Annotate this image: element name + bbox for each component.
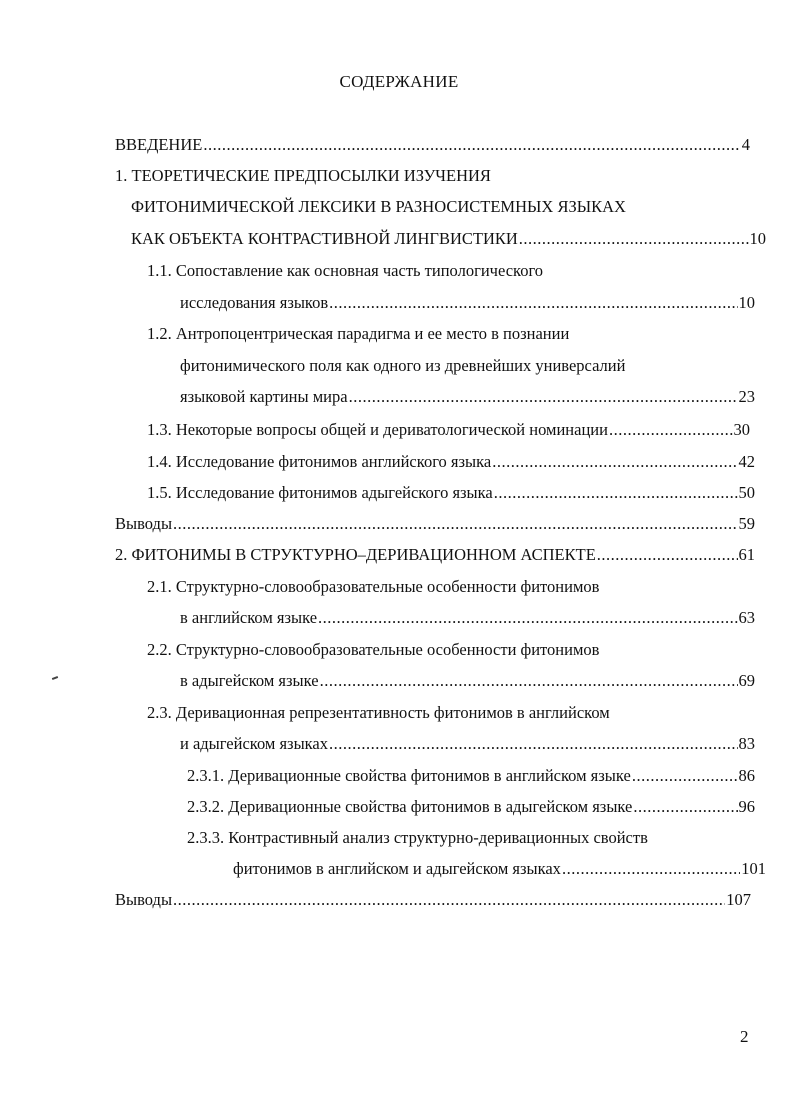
toc-page-number: 61 (738, 545, 755, 564)
dot-leader (632, 765, 738, 787)
toc-section-2-3-2[interactable] (187, 796, 755, 818)
dot-leader (562, 858, 740, 880)
toc-section-1-4[interactable] (147, 451, 755, 473)
toc-entry-introduction[interactable] (115, 134, 750, 156)
dot-leader (609, 419, 733, 441)
toc-entry-title: Выводы (115, 514, 173, 533)
dot-leader (329, 733, 737, 755)
toc-page-number: 83 (738, 734, 755, 753)
dot-leader (492, 451, 737, 473)
toc-section-2-1-line-2[interactable] (180, 607, 755, 629)
toc-entry-title: исследования языков (180, 293, 329, 312)
dot-leader (494, 482, 738, 504)
toc-entry-title: и адыгейском языках (180, 734, 329, 753)
toc-section-1-2-line-2[interactable] (180, 355, 625, 377)
toc-entry-title: 2.3.1. Деривационные свойства фитонимов в английском языке (187, 766, 631, 785)
toc-entry-title: 1.2. Антропоцентрическая парадигма и ее место в познании (147, 324, 570, 343)
toc-entry-title: фитонимического поля как одного из древнейших универсалий (180, 356, 626, 375)
toc-section-2-3-line-2[interactable] (180, 733, 755, 755)
toc-page-number: 30 (733, 420, 750, 439)
toc-section-2-3-3-line-2[interactable] (233, 858, 766, 880)
toc-entry-title: 1.4. Исследование фитонимов английского языка (147, 452, 492, 471)
page-title: СОДЕРЖАНИЕ (339, 72, 459, 91)
toc-entry-title: в адыгейском языке (180, 671, 319, 690)
toc-entry-title: 1. ТЕОРЕТИЧЕСКИЕ ПРЕДПОСЫЛКИ ИЗУЧЕНИЯ (115, 166, 491, 185)
toc-entry-title: 1.5. Исследование фитонимов адыгейского языка (147, 483, 493, 502)
dot-leader (318, 607, 737, 629)
dot-leader (597, 544, 738, 566)
toc-section-1-2-line-1[interactable] (147, 323, 569, 345)
toc-page-number: 59 (738, 514, 755, 533)
toc-entry-title: 1.1. Сопоставление как основная часть типологического (147, 261, 544, 280)
toc-section-1-1-line-1[interactable] (147, 260, 543, 282)
toc-page-number: 23 (738, 387, 755, 406)
toc-page-number: 10 (738, 293, 755, 312)
toc-entry-title: 2.1. Структурно-словообразовательные особенности фитонимов (147, 577, 600, 596)
toc-section-2-2-line-1[interactable] (147, 639, 599, 661)
dot-leader (329, 292, 737, 314)
toc-page-number: 96 (738, 797, 755, 816)
toc-chapter-1-line-2[interactable] (131, 196, 626, 218)
toc-page-number: 107 (726, 890, 751, 909)
toc-page-number: 86 (738, 766, 755, 785)
dot-leader (633, 796, 737, 818)
toc-entry-title: 2.2. Структурно-словообразовательные особенности фитонимов (147, 640, 600, 659)
toc-conclusions-1[interactable] (115, 513, 755, 535)
toc-section-2-3-1[interactable] (187, 765, 755, 787)
dot-leader (320, 670, 738, 692)
dot-leader (519, 228, 749, 250)
toc-page-number: 10 (749, 229, 766, 248)
toc-chapter-2[interactable] (115, 544, 755, 566)
toc-entry-title: 1.3. Некоторые вопросы общей и дериватологической номинации (147, 420, 608, 439)
toc-entry-title: КАК ОБЪЕКТА КОНТРАСТИВНОЙ ЛИНГВИСТИКИ (131, 229, 518, 248)
dot-leader (173, 889, 725, 911)
toc-conclusions-2[interactable] (115, 889, 751, 911)
toc-page-number: 42 (738, 452, 755, 471)
toc-entry-title: 2.3.3. Контрастивный анализ структурно-деривационных свойств (187, 828, 648, 847)
toc-entry-title: в английском языке (180, 608, 318, 627)
toc-section-1-3[interactable] (147, 419, 750, 441)
toc-section-1-5[interactable] (147, 482, 755, 504)
toc-entry-title: ФИТОНИМИЧЕСКОЙ ЛЕКСИКИ В РАЗНОСИСТЕМНЫХ ЯЗЫКАХ (131, 197, 626, 216)
toc-entry-title: 2.3. Деривационная репрезентативность фитонимов в английском (147, 703, 610, 722)
dot-leader (173, 513, 737, 535)
toc-entry-title: Выводы (115, 890, 173, 909)
dot-leader (349, 386, 738, 408)
toc-chapter-1-line-3[interactable] (131, 228, 766, 250)
toc-section-1-2-line-3[interactable] (180, 386, 755, 408)
toc-section-2-3-3-line-1[interactable] (187, 827, 648, 849)
toc-page-number: 101 (741, 859, 766, 878)
toc-entry-title: фитонимов в английском и адыгейском языках (233, 859, 561, 878)
toc-entry-title: 2. ФИТОНИМЫ В СТРУКТУРНО–ДЕРИВАЦИОННОМ АСПЕКТЕ (115, 545, 596, 564)
page-number: 2 (740, 1027, 749, 1046)
toc-page-number: 63 (738, 608, 755, 627)
toc-section-2-2-line-2[interactable] (180, 670, 755, 692)
toc-entry-title: ВВЕДЕНИЕ (115, 135, 203, 154)
toc-page-number: 4 (741, 135, 750, 154)
toc-chapter-1-line-1[interactable] (115, 165, 491, 187)
toc-section-1-1-line-2[interactable] (180, 292, 755, 314)
toc-entry-title: 2.3.2. Деривационные свойства фитонимов в адыгейском языке (187, 797, 633, 816)
toc-entry-title: языковой картины мира (180, 387, 348, 406)
toc-section-2-1-line-1[interactable] (147, 576, 599, 598)
toc-page-number: 50 (738, 483, 755, 502)
dot-leader (203, 134, 740, 156)
toc-section-2-3-line-1[interactable] (147, 702, 610, 724)
toc-page-number: 69 (738, 671, 755, 690)
